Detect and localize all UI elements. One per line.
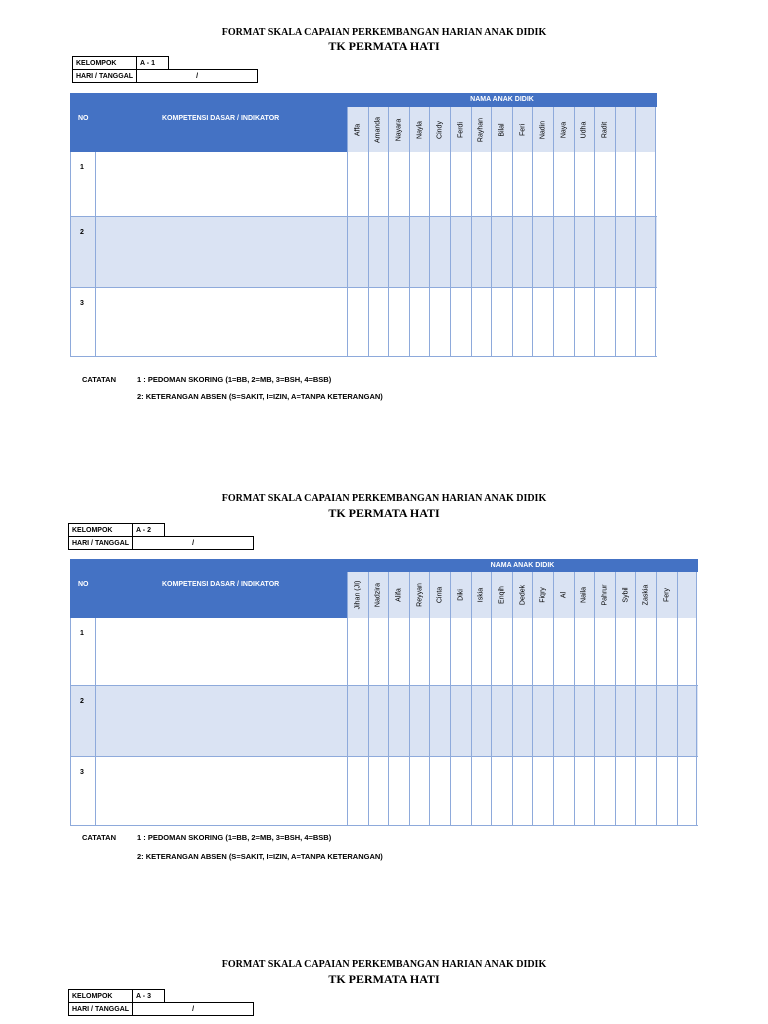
note-scoring: 1 : PEDOMAN SKORING (1=BB, 2=MB, 3=BSH, 4=BSB) [137, 833, 332, 842]
row-number: 2 [80, 698, 84, 705]
note-absence: 2: KETERANGAN ABSEN (S=SAKIT, I=IZIN, A=TANPA KETERANGAN) [137, 392, 383, 401]
student-name: Sybil [622, 587, 630, 603]
student-name: Jihan (JI) [354, 580, 362, 610]
note-scoring: 1 : PEDOMAN SKORING (1=BB, 2=MB, 3=BSH, 4=BSB) [137, 375, 332, 384]
kompetensi-header: KOMPETENSI DASAR / INDIKATOR [162, 581, 280, 588]
row-number: 3 [80, 300, 84, 307]
student-name: Fery [663, 588, 671, 602]
no-header: NO [78, 581, 89, 588]
student-name: Nayara [395, 118, 403, 141]
kompetensi-header: KOMPETENSI DASAR / INDIKATOR [162, 115, 280, 122]
student-name: Nayla [416, 120, 424, 139]
student-name: Cindy [436, 120, 444, 139]
student-name: Diki [457, 589, 465, 601]
hari-label: HARI / TANGGAL [69, 537, 133, 550]
form-title: FORMAT SKALA CAPAIAN PERKEMBANGAN HARIAN ANAK DIDIK [221, 959, 547, 970]
nama-anak-label: NAMA ANAK DIDIK [470, 96, 534, 103]
form-title: FORMAT SKALA CAPAIAN PERKEMBANGAN HARIAN ANAK DIDIK [221, 27, 547, 38]
spacer [165, 990, 254, 1003]
student-name: Rayhan [477, 117, 485, 142]
row-number: 2 [80, 229, 84, 236]
student-name: Nadzira [374, 582, 382, 608]
student-name: Alifa [395, 588, 403, 602]
student-name: Reyyan [416, 583, 424, 607]
student-name: Enqih [498, 586, 506, 604]
catatan-label: CATATAN [82, 833, 117, 842]
row-number: 3 [80, 769, 84, 776]
student-name: Udha [580, 121, 588, 138]
student-name: Nadin [539, 120, 547, 139]
student-name: Fiqry [539, 587, 547, 603]
student-name: Bilal [498, 122, 506, 137]
student-name: Radit [601, 121, 609, 138]
school-title: TK PERMATA HATI [328, 39, 440, 53]
hari-value[interactable] [133, 1003, 254, 1016]
row-number: 1 [80, 164, 84, 171]
kelompok-value[interactable]: A - 1 [137, 57, 169, 70]
note-absence: 2: KETERANGAN ABSEN (S=SAKIT, I=IZIN, A=TANPA KETERANGAN) [137, 852, 383, 861]
catatan-label: CATATAN [82, 375, 117, 384]
school-title: TK PERMATA HATI [328, 506, 440, 520]
student-name: Amanda [374, 116, 382, 143]
kelompok-value[interactable]: A - 2 [133, 524, 165, 537]
date-slash: / [192, 1005, 195, 1013]
student-name: Ferdi [457, 121, 465, 138]
student-name: Feri [519, 123, 527, 136]
student-name: Naya [560, 121, 568, 138]
no-header: NO [78, 115, 89, 122]
hari-label: HARI / TANGGAL [73, 70, 137, 83]
kelompok-value[interactable]: A - 3 [133, 990, 165, 1003]
date-slash: / [196, 72, 199, 80]
row-number: 1 [80, 630, 84, 637]
kelompok-label: KELOMPOK [69, 990, 133, 1003]
kelompok-label: KELOMPOK [73, 57, 137, 70]
nama-anak-label: NAMA ANAK DIDIK [490, 562, 555, 569]
date-slash: / [192, 539, 195, 547]
student-name: Affa [354, 123, 362, 136]
student-name: Dedek [519, 584, 527, 606]
student-name: Al [560, 591, 568, 599]
student-name: Zaskia [642, 584, 650, 606]
kelompok-label: KELOMPOK [69, 524, 133, 537]
student-name: Naila [580, 587, 588, 603]
student-name: Pahrur [601, 584, 609, 606]
student-name: Cinta [436, 586, 444, 604]
school-title: TK PERMATA HATI [328, 972, 440, 986]
info-table [68, 989, 254, 1016]
student-name: Iskia [477, 587, 485, 603]
form-title: FORMAT SKALA CAPAIAN PERKEMBANGAN HARIAN ANAK DIDIK [221, 493, 547, 504]
hari-label: HARI / TANGGAL [69, 1003, 133, 1016]
